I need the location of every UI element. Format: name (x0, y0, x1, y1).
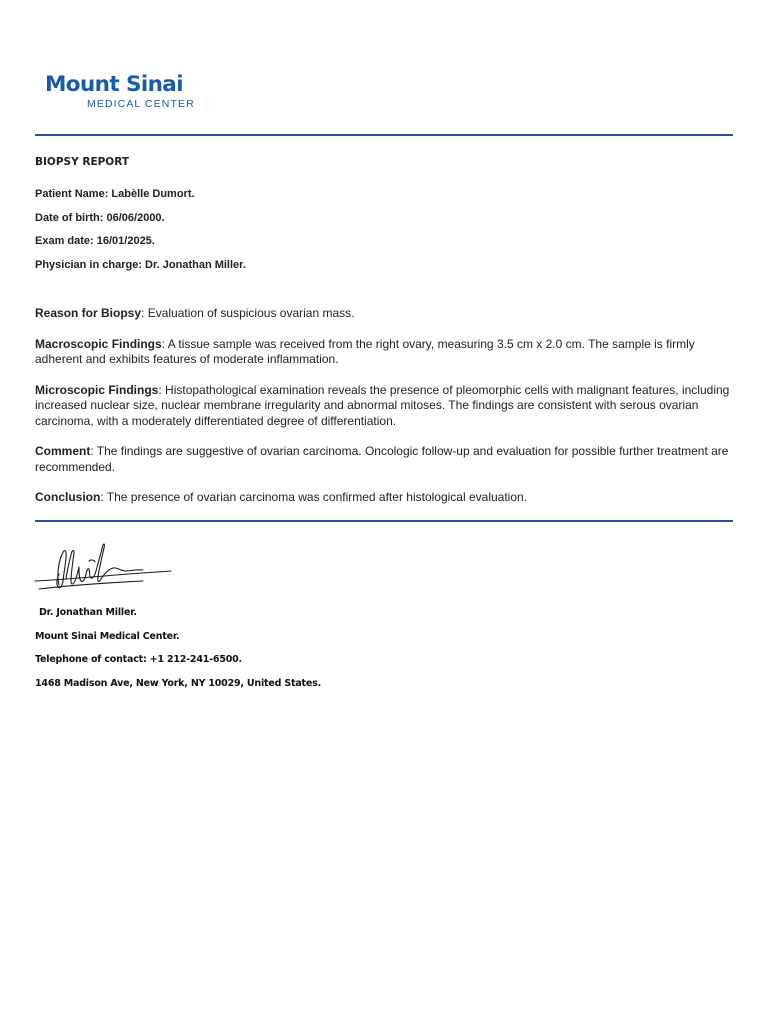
macro-label: Macroscopic Findings (35, 336, 162, 351)
comment-text: : The findings are suggestive of ovarian carcinoma. Oncologic follow-up and evaluation for possible further treatment are recommended. (35, 444, 729, 474)
footer-phone: Telephone of contact: +1 212-241-6500. (35, 654, 242, 665)
comment-label: Comment (35, 444, 91, 458)
macro-text: : A tissue sample was received from the right ovary, measuring 3.5 cm x 2.0 cm. The sample is firmly adherent and exhibits features of moderate inflammation. (35, 336, 695, 366)
physician-in-charge: Physician in charge: Dr. Jonathan Miller. (35, 258, 246, 271)
mount-sinai-logo (45, 72, 195, 110)
patient-info (35, 187, 246, 281)
comment (35, 444, 735, 475)
microscopic-findings (35, 383, 735, 430)
findings-section (35, 306, 735, 521)
conclusion-text: : The presence of ovarian carcinoma was confirmed after histological evaluation. (100, 490, 528, 504)
report-title: BIOPSY REPORT (35, 156, 130, 168)
footer-doctor: Dr. Jonathan Miller. (39, 607, 137, 618)
date-of-birth: Date of birth: 06/06/2000. (35, 211, 165, 224)
micro-text: : Histopathological examination reveals the presence of pleomorphic cells with malignant features, including increased nuclear size, nuclear membrane irregularity and abnormal mitoses. The findings are consistent with serous ovarian carcinoma, with a moderately differentiated degree of differentiation. (35, 382, 730, 428)
conclusion-label: Conclusion (35, 490, 101, 504)
macroscopic-findings (35, 337, 735, 368)
exam-date: Exam date: 16/01/2025. (35, 235, 155, 247)
reason-text: : Evaluation of suspicious ovarian mass. (141, 306, 355, 320)
handwritten-signature (33, 541, 175, 598)
patient-name: Patient Name: Labèlle Dumort. (35, 188, 195, 200)
footer-divider (35, 520, 733, 522)
footer-address: 1468 Madison Ave, New York, NY 10029, United States. (35, 677, 321, 689)
logo-sub-text: MEDICAL CENTER (87, 98, 195, 110)
header-divider (35, 134, 733, 136)
micro-label: Microscopic Findings (35, 382, 159, 397)
reason-label: Reason for Biopsy (35, 306, 142, 320)
footer-institution: Mount Sinai Medical Center. (35, 630, 180, 642)
logo-main-text: Mount Sinai (45, 72, 183, 97)
footer-contact (35, 606, 321, 700)
conclusion (35, 490, 735, 506)
reason-for-biopsy (35, 306, 735, 322)
